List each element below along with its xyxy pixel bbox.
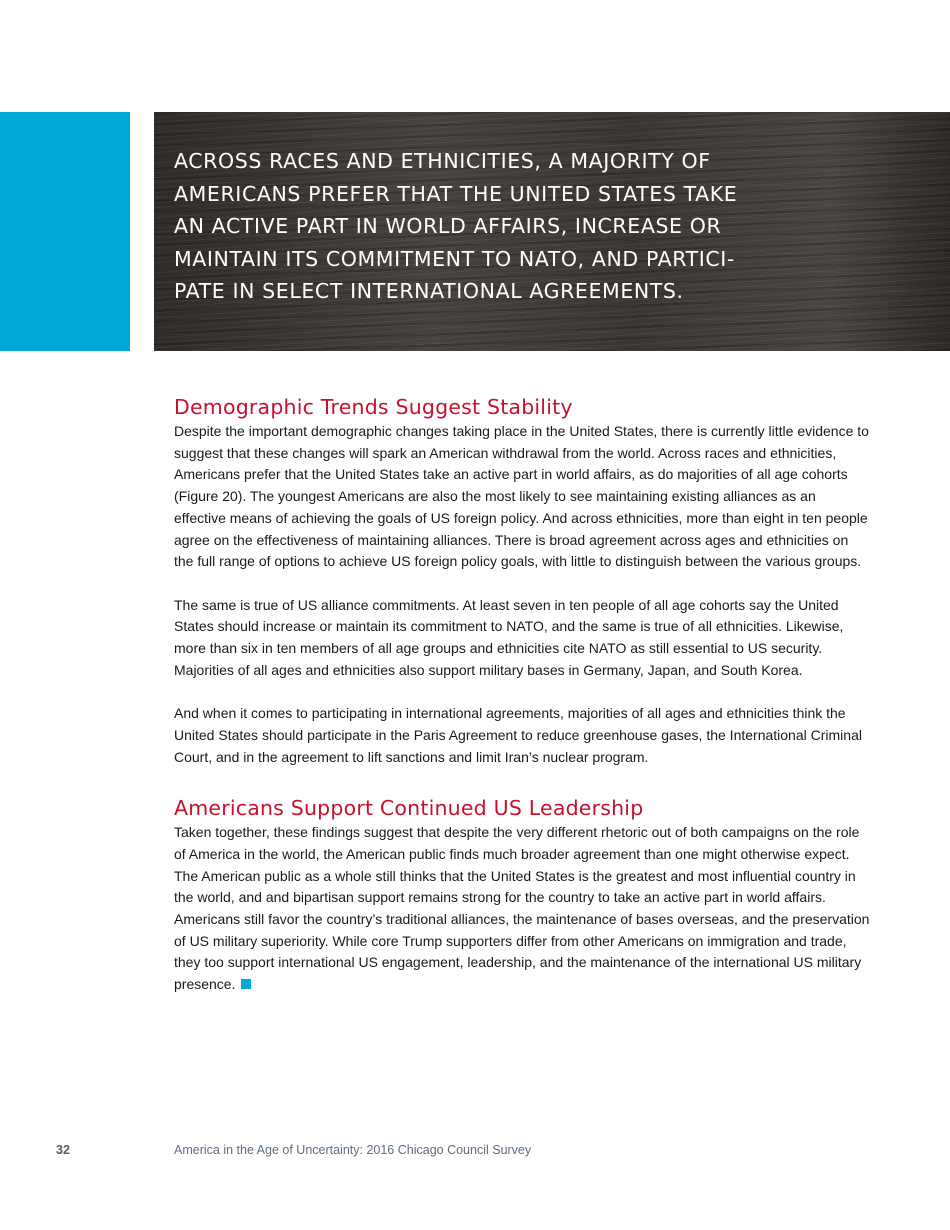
pull-quote-line: ACROSS RACES AND ETHNICITIES, A MAJORITY OF [174,149,711,173]
pull-quote-line: MAINTAIN ITS COMMITMENT TO NATO, AND PARTICI- [174,246,735,271]
pull-quote-line: AN ACTIVE PART IN WORLD AFFAIRS, INCREASE OR [174,214,722,239]
paragraph-closing [174,822,870,996]
pull-quote-banner [154,112,950,351]
paragraph-text: Taken together, these findings suggest that despite the very different rhetoric out of both campaigns on the role of America in the world, the American public finds much broader agreement than one might otherwise expect. The American public as a whole still thinks that the United States is the greatest and most influential country in the world, and and bipartisan support remains strong for the country to take an active part in world affairs. Americans still favor the country’s traditional alliances, the maintenance of bases overseas, and the preservation of US military superiority. While core Trump supporters differ from other Americans on immigration and trade, they too support international US engagement, leadership, and the maintenance of the international US military presence. [174,824,870,993]
article-body [174,393,870,996]
paragraph: And when it comes to participating in international agreements, majorities of all ages and ethnicities think the United States should participate in the Paris Agreement to reduce greenhouse gases, the International Criminal Court, and in the agreement to lift sanctions and limit Iran’s nuclear program. [174,705,862,765]
pull-quote-line: AMERICANS PREFER THAT THE UNITED STATES TAKE [174,181,738,206]
accent-block [0,112,130,351]
pull-quote-line: PATE IN SELECT INTERNATIONAL AGREEMENTS. [174,279,684,304]
paragraph: Despite the important demographic changes taking place in the United States, there is currently little evidence to suggest that these changes will spark an American withdrawal from the world. Across races and ethnicities, Americans prefer that the United States take an active part in world affairs, as do majorities of all age cohorts (Figure 20). The youngest Americans are also the most likely to see maintaining existing alliances as an effective means of achieving the goals of US foreign policy. And across ethnicities, more than eight in ten people agree on the effectiveness of maintaining alliances. There is broad agreement across ages and ethnicities on the full range of options to achieve US foreign policy goals, with little to distinguish between the various groups. [174,423,869,570]
end-of-article-mark [241,979,251,989]
section-heading: Americans Support Continued US Leadership [174,796,644,821]
section-heading: Demographic Trends Suggest Stability [174,395,573,419]
paragraph: The same is true of US alliance commitments. At least seven in ten people of all age cohorts say the United States should increase or maintain its commitment to NATO, and the same is true of all ethnicities. Likewise, more than six in ten members of all age groups and ethnicities cite NATO as still essential to US security. Majorities of all ages and ethnicities also support military bases in Germany, Japan, and South Korea. [174,596,844,678]
running-footer: America in the Age of Uncertainty: 2016 Chicago Council Survey [174,1143,532,1157]
pull-quote [174,145,840,308]
page-number: 32 [56,1143,70,1157]
